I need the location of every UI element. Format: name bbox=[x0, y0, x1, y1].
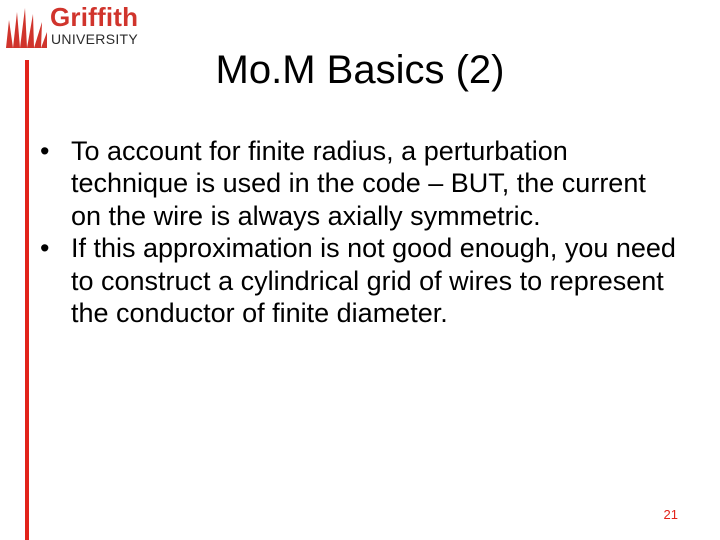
page-number: 21 bbox=[663, 507, 678, 522]
logo-wordmark: Griffith bbox=[50, 2, 139, 32]
griffith-logo bbox=[4, 2, 144, 50]
bullet-list bbox=[40, 135, 680, 329]
left-accent-rule bbox=[25, 60, 29, 540]
logo-subtitle: UNIVERSITY bbox=[51, 31, 139, 47]
bullet-text: If this approximation is not good enough, you need to construct a cylindrical grid of wires to represent the conductor of finite diameter. bbox=[71, 233, 676, 329]
bullet-marker: • bbox=[40, 136, 50, 166]
bullet-text: To account for finite radius, a perturbation technique is used in the code – BUT, the current on the wire is always axially symmetric. bbox=[71, 136, 646, 231]
slide-title: Mo.M Basics (2) bbox=[215, 48, 505, 92]
flame-logo-icon bbox=[4, 6, 48, 48]
bullet-item bbox=[40, 232, 680, 329]
bullet-marker: • bbox=[40, 233, 50, 264]
bullet-item bbox=[40, 135, 680, 232]
